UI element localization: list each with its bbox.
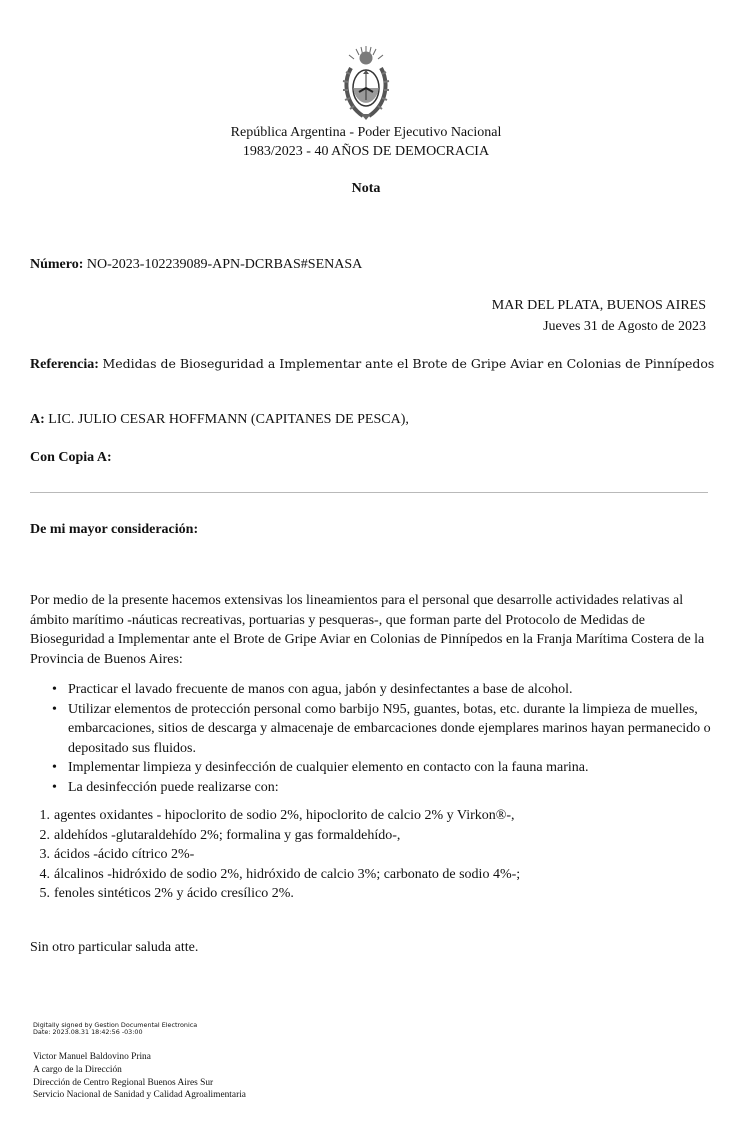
list-item: • Utilizar elementos de protección personal como barbijo N95, guantes, botas, etc. durante la limpieza de muelles, embarcaciones, sitios de descarga y almacenaje de embarcaciones donde ejemplares marinos hayan permanecido o depositado sus fluidos.: [68, 700, 732, 759]
list-item-text: álcalinos -hidróxido de sodio 2%, hidróxido de calcio 3%; carbonato de sodio 4%-;: [54, 866, 521, 882]
list-item: • La desinfección puede realizarse con:: [68, 778, 732, 798]
bullet-list: [30, 680, 732, 797]
digital-signature-date: Date: 2023.08.31 18:42:56 -03:00: [33, 1028, 143, 1036]
body-paragraph: Por medio de la presente hacemos extensivas los lineamientos para el personal que desarrolle actividades relativas al ámbito marítimo -náuticas recreativas, portuarias y pesqueras-, que forman parte del Protocolo de Medidas de Bioseguridad a Implementar ante el Brote de Gripe Aviar en Colonias de Pinnípedos en la Franja Marítima Costera de la Provincia de Buenos Aires:: [30, 593, 705, 667]
document-number: [30, 256, 362, 274]
list-item: • Practicar el lavado frecuente de manos con agua, jabón y desinfectantes a base de alcohol.: [68, 680, 732, 700]
reference-value: Medidas de Bioseguridad a Implementar ante el Brote de Gripe Aviar en Colonias de Pinnípedos: [102, 356, 715, 371]
signer-organization: Servicio Nacional de Sanidad y Calidad Agroalimentaria: [33, 1090, 246, 1100]
digital-signature-line: Digitally signed by Gestion Documental Electronica: [33, 1021, 198, 1029]
list-number: 1.: [39, 808, 50, 823]
document-number-label: Número:: [30, 257, 84, 272]
recipient: [30, 411, 409, 429]
list-item-text: agentes oxidantes - hipoclorito de sodio 2%, hipoclorito de calcio 2% y Virkon®-,: [54, 808, 515, 823]
salutation: De mi mayor consideración:: [30, 522, 199, 537]
argentine-coat-of-arms-icon: [341, 44, 391, 122]
document-date: Jueves 31 de Agosto de 2023: [543, 319, 706, 334]
section-divider: [30, 492, 708, 493]
document-number-value: NO-2023-102239089-APN-DCRBAS#SENASA: [86, 257, 363, 272]
list-item: [39, 865, 732, 885]
header-line-2: 1983/2023 - 40 AÑOS DE DEMOCRACIA: [242, 144, 490, 159]
recipient-value: LIC. JULIO CESAR HOFFMANN (CAPITANES DE PESCA),: [48, 412, 409, 427]
recipient-label: A:: [30, 412, 45, 427]
document-place: MAR DEL PLATA, BUENOS AIRES: [491, 298, 706, 313]
header-line-1: República Argentina - Poder Ejecutivo Nacional: [230, 125, 502, 140]
cc-label: Con Copia A:: [30, 450, 112, 465]
closing: Sin otro particular saluda atte.: [30, 940, 199, 955]
signer-name: Victor Manuel Baldovino Prina: [33, 1052, 151, 1062]
reference: [30, 355, 714, 374]
reference-label: Referencia:: [30, 357, 99, 372]
list-number: 3.: [39, 847, 50, 863]
signer-role: A cargo de la Dirección: [33, 1065, 122, 1075]
list-number: 5.: [39, 886, 50, 902]
list-item: [39, 826, 732, 846]
signer-department: Dirección de Centro Regional Buenos Aires Sur: [33, 1078, 214, 1088]
list-item: [39, 806, 732, 826]
numbered-list: [30, 806, 732, 904]
list-item-text: fenoles sintéticos 2% y ácido cresílico 2%.: [54, 886, 294, 902]
list-number: 2.: [39, 827, 50, 843]
list-item: [39, 845, 732, 865]
list-item: [39, 884, 732, 904]
list-number: 4.: [39, 866, 50, 882]
list-item: • Implementar limpieza y desinfección de cualquier elemento en contacto con la fauna marina.: [68, 758, 732, 778]
document-type-title: Nota: [351, 181, 381, 196]
list-item-text: aldehídos -glutaraldehído 2%; formalina y gas formaldehído-,: [54, 827, 401, 843]
list-item-text: ácidos -ácido cítrico 2%-: [54, 847, 195, 863]
